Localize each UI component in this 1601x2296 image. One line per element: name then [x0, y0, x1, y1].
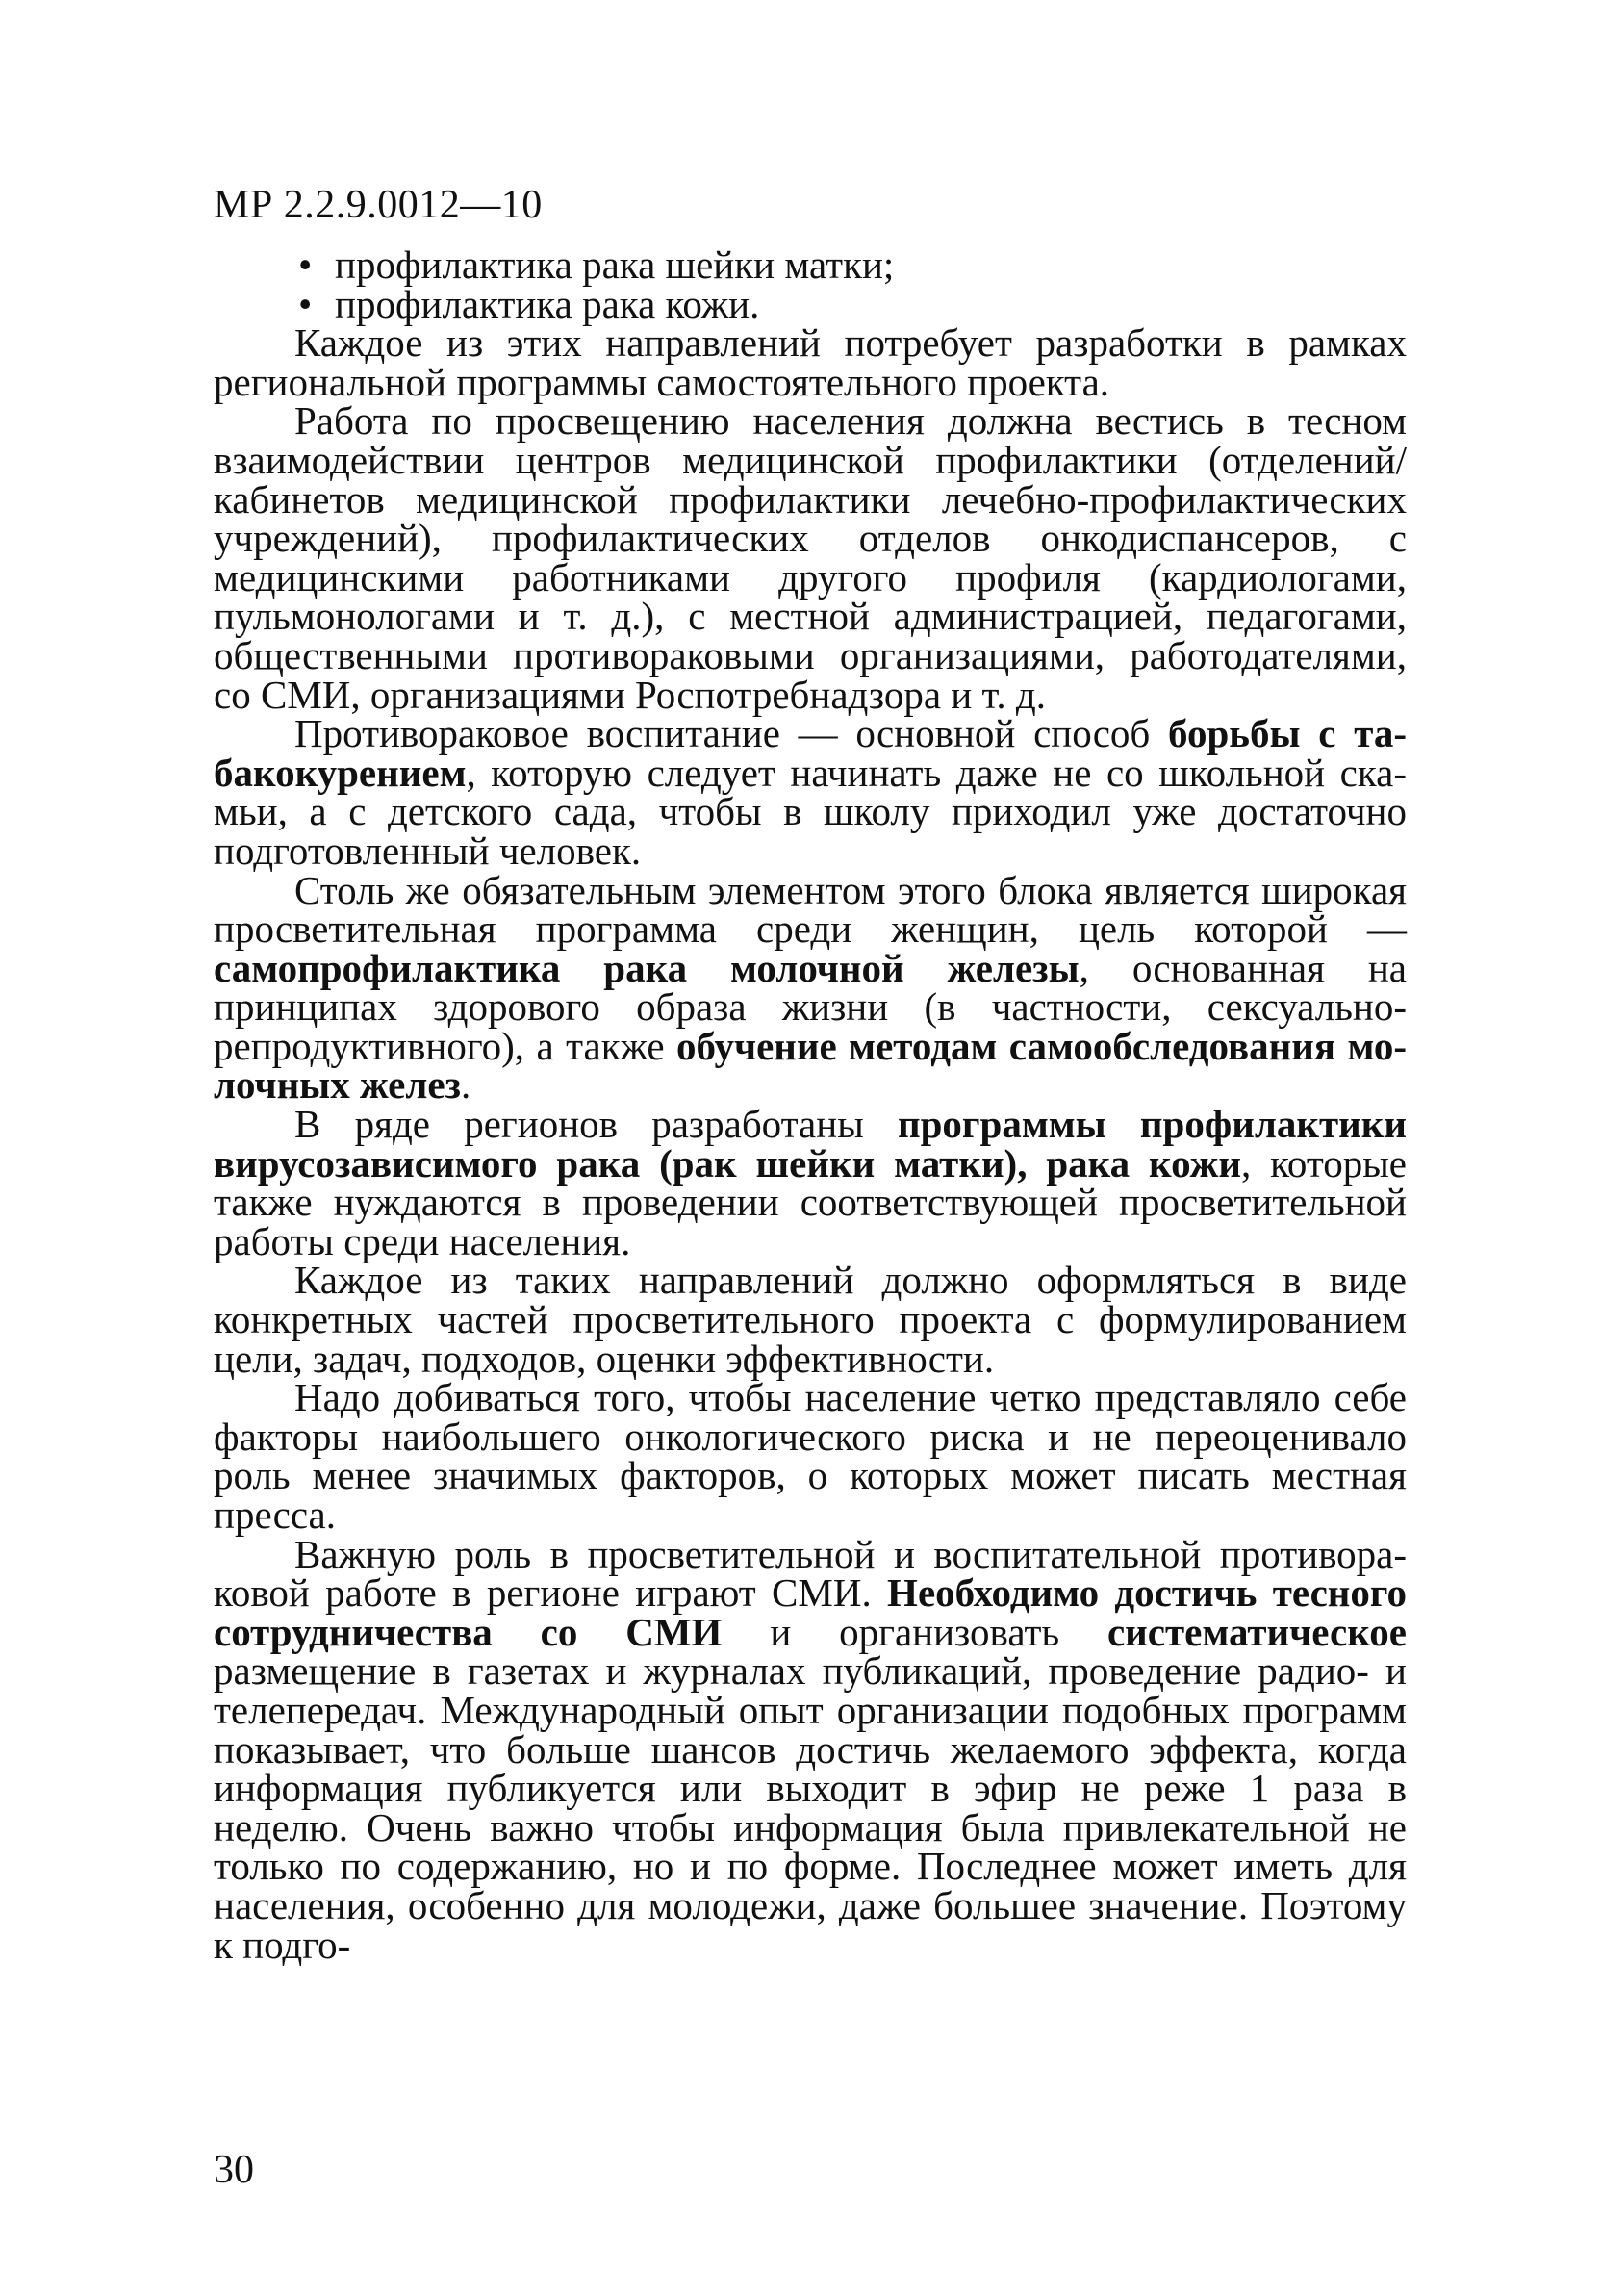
text-run: Надо добиваться того, чтобы население четко представляло себе факторы наибольшего онкологического риска и не переоценивало роль менее значимых факторов, о которых может писать местная пресса. — [214, 1375, 1407, 1537]
bullet-marker: • — [298, 281, 313, 326]
bullet-marker: • — [298, 242, 313, 287]
paragraph — [214, 1258, 1407, 1381]
bold-text: систематическое — [1106, 1609, 1407, 1654]
paragraph — [214, 867, 1407, 1108]
paragraphs — [214, 320, 1408, 1967]
bullet-item — [214, 281, 1407, 326]
text-run: Каждое из этих направлений потребует разработки в рамках региональной программы самостоятельного проекта. — [214, 320, 1407, 404]
paragraph — [214, 1102, 1408, 1263]
bold-text: программы профилактики вирусозависимого рака (рак шейки матки), рака кожи — [214, 1102, 1407, 1186]
text-run: и организовать — [722, 1609, 1107, 1654]
page-number: 30 — [214, 2148, 254, 2192]
paragraph — [214, 711, 1407, 873]
text-run: Работа по просвещению населения должна вестись в тесном взаимодействии центров медицинской профилактики (отделений/кабинетов медицинской профилактики лечебно-профилактических учреждений), профилактических отделов онкодиспансеров, с медицинскими работниками другого профиля (кардиологами, пульмонологами и т. д.), с местной администрацией, педагогами, общественными противораковыми организациями, работодателями, со СМИ, организациями Роспотребнадзора и т. д. — [214, 398, 1407, 717]
bullet-list — [214, 242, 1407, 326]
text-run: В ряде регионов разработаны — [294, 1102, 898, 1147]
body-text — [214, 242, 1408, 1967]
text-run: Важную роль в просветительной и воспитательной противораковой работе в регионе играют СМИ. — [214, 1531, 1407, 1616]
text-run: . — [461, 1062, 471, 1108]
text-run: , которые также нуждаются в проведении соответствующей просветительной работы среди населения. — [214, 1140, 1408, 1263]
paragraph — [214, 1531, 1407, 1967]
bullet-text: профилактика рака кожи. — [335, 281, 760, 326]
text-run: , основанная на принципах здорового образа жизни (в частности, сексуально-репродуктивного), а также — [214, 945, 1407, 1068]
bullet-text: профилактика рака шейки матки; — [335, 242, 895, 287]
text-run: размещение в газетах и журналах публикаций, проведение радио- и телепередач. Международный опыт организации подобных программ показывает, что больше шансов достичь желаемого эффекта, когда информация публикуется или выходит в эфир не реже 1 раза в неделю. Очень важно чтобы информация была привлекательной не только по содержанию, но и по форме. Последнее может иметь для населения, особенно для молодежи, даже большее значение. Поэтому к подго- — [214, 1648, 1407, 1967]
text-run: Столь же обязательным элементом этого блока является широкая просветительная программа среди женщин, цель которой — — [214, 867, 1407, 952]
text-run: Каждое из таких направлений должно оформляться в виде конкретных частей просветительного проекта с формулированием цели, задач, подходов, оценки эффективности. — [214, 1258, 1407, 1381]
paragraph — [214, 398, 1407, 717]
text-run: , которую следует начинать даже не со школьной скамьи, а с детского сада, чтобы в школу приходил уже достаточно подготовленный человек. — [214, 750, 1407, 873]
bullet-item — [214, 242, 1407, 287]
text-run: Противораковое воспитание — основной способ — [294, 711, 1169, 756]
running-head: МР 2.2.9.0012—10 — [214, 183, 543, 227]
bold-text: обучение методам самообследования молочных желез — [214, 1023, 1407, 1108]
bold-text: Необходимо достичь тесного сотрудничества со СМИ — [214, 1570, 1407, 1654]
paragraph — [214, 1375, 1407, 1537]
bold-text: борьбы с табакокурением — [214, 711, 1407, 795]
bold-text: самопрофилактика рака молочной железы — [214, 945, 1080, 990]
paragraph — [214, 320, 1407, 404]
